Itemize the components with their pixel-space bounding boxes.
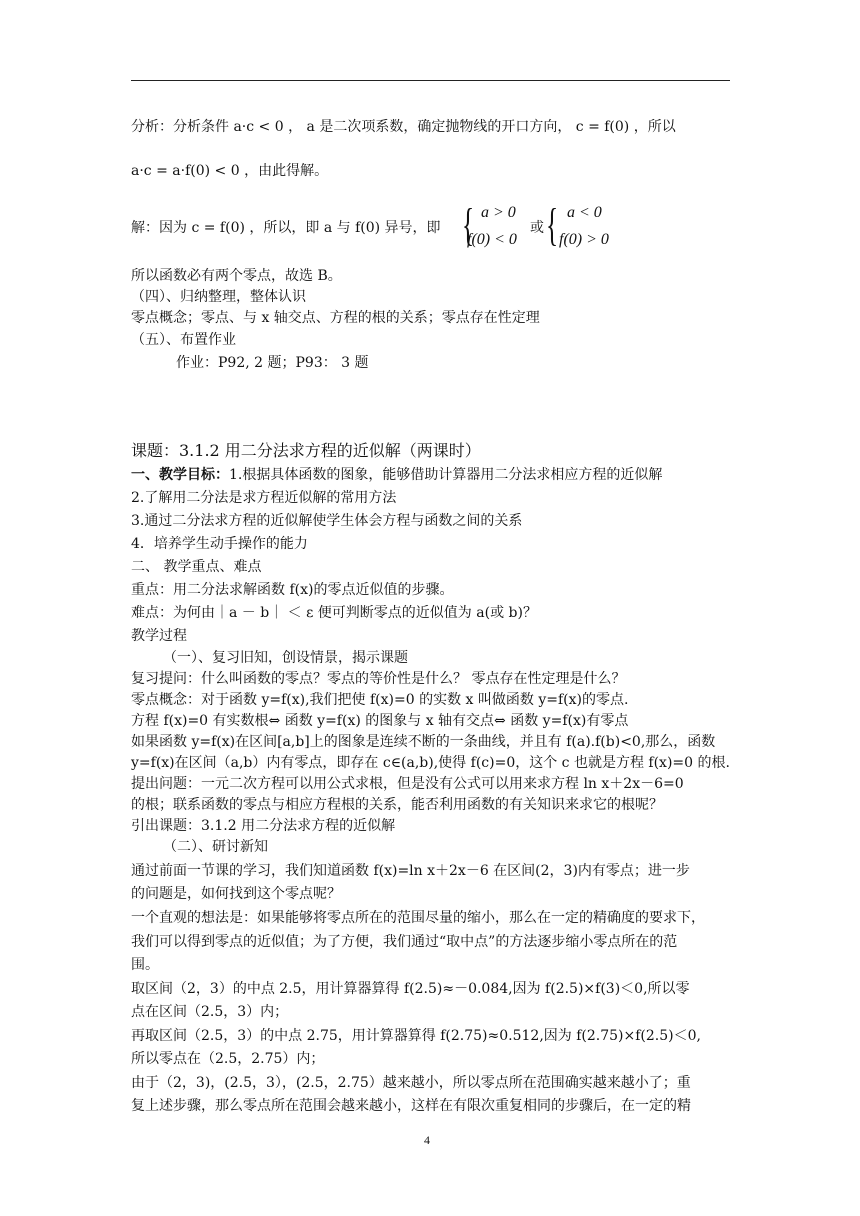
header-rule [131,80,730,81]
midpoint-3-line-1: 由于（2，3)，(2.5，3），(2.5，2.75）越来越小，所以零点所在范围确实越来越小了；重 [131,1075,691,1091]
lesson-title: 课题：3.1.2 用二分法求方程的近似解（两课时） [131,441,481,460]
new-knowledge-line-1: 通过前面一节课的学习，我们知道函数 f(x)=ln x＋2x－6 在区间(2，3)内有零点；进一步 [131,863,690,879]
intro-topic: 引出课题：3.1.2 用二分法求方程的近似解 [131,818,396,834]
goal-3: 3.通过二分法求方程的近似解使学生体会方程与函数之间的关系 [131,513,523,529]
goal-line-1 [131,465,662,485]
teaching-process: 教学过程 [131,628,187,644]
goal-2: 2.了解用二分法是求方程近似解的常用方法 [131,490,397,506]
system-1-line-2: f(0) < 0 [467,231,517,248]
midpoint-3-line-2: 复上述步骤，那么零点所在范围会越来越小，这样在有限次重复相同的步骤后，在一定的精 [131,1098,691,1114]
midpoint-1-line-1: 取区间（2，3）的中点 2.5，用计算器算得 f(2.5)≈－0.084,因为 f(2.5)×f(3)＜0,所以零 [131,981,690,997]
analysis-line-2: a·c = a·f(0) < 0 ，由此得解。 [131,163,329,179]
key-points-heading: 二、 教学重点、难点 [131,559,262,575]
section-5-heading: （五）、布置作业 [131,332,236,348]
equivalence: 方程 f(x)=0 有实数根⇔ 函数 y=f(x) 的图象与 x 轴有交点⇔ 函数 y=f(x)有零点 [131,713,629,729]
conclusion: 所以函数必有两个零点，故选 B。 [131,268,342,284]
idea-line-3: 围。 [131,957,159,973]
system-1-line-1: a > 0 [481,204,516,221]
step-1-heading: （一）、复习旧知，创设情景，揭示课题 [163,650,408,666]
midpoint-2-line-2: 所以零点在（2.5，2.75）内； [131,1051,325,1067]
idea-line-1: 一个直观的想法是：如果能够将零点所在的范围尽量的缩小，那么在一定的精确度的要求下， [131,910,705,926]
system-2-line-1: a < 0 [567,204,602,221]
page-number: 4 [424,1133,430,1147]
section-4-body: 零点概念；零点、与 x 轴交点、方程的根的关系；零点存在性定理 [131,310,540,326]
question-line-1: 提出问题：一元二次方程可以用公式求根，但是没有公式可以用来求方程 ln x＋2x－6=0 [131,776,684,792]
difficulty: 难点：为何由｜a － b｜ ＜ ε 便可判断零点的近似值为 a(或 b)？ [131,605,537,621]
key-point: 重点：用二分法求解函数 f(x)的零点近似值的步骤。 [131,582,454,598]
section-4-heading: （四）、归纳整理，整体认识 [131,289,306,305]
goal-label: 一、教学目标： [131,467,229,483]
goal-4: 4．培养学生动手操作的能力 [131,536,308,552]
or-word: 或 [530,220,544,236]
analysis-line-1: 分析：分析条件 a·c < 0 ， a 是二次项系数，确定抛物线的开口方向， c = f(0) ，所以 [131,119,676,135]
solution-prefix: 解：因为 c = f(0) ，所以，即 a 与 f(0) 异号，即 [131,220,441,236]
homework: 作业：P92, 2 题；P93： 3 题 [176,355,369,371]
brace-2: { [546,199,559,250]
theorem-line-1: 如果函数 y=f(x)在区间[a,b]上的图象是连续不断的一条曲线，并且有 f(a).f(b)<0,那么，函数 [131,734,716,750]
idea-line-2: 我们可以得到零点的近似值；为了方便，我们通过“取中点”的方法逐步缩小零点所在的范 [131,934,678,950]
zero-definition: 零点概念：对于函数 y=f(x),我们把使 f(x)=0 的实数 x 叫做函数 y=f(x)的零点. [131,692,629,708]
brace-1: { [462,199,475,250]
midpoint-2-line-1: 再取区间（2.5，3）的中点 2.75，用计算器算得 f(2.75)≈0.512,因为 f(2.75)×f(2.5)＜0, [131,1028,701,1044]
review-question: 复习提问：什么叫函数的零点？零点的等价性是什么？ 零点存在性定理是什么？ [131,671,626,687]
question-line-2: 的根；联系函数的零点与相应方程根的关系，能否利用函数的有关知识来求它的根呢？ [131,797,663,813]
goal-1: 1.根据具体函数的图象，能够借助计算器用二分法求相应方程的近似解 [229,467,663,483]
step-2-heading: （二）、研讨新知 [163,839,268,855]
midpoint-1-line-2: 点在区间（2.5，3）内； [131,1004,289,1020]
new-knowledge-line-2: 的问题是，如何找到这个零点呢？ [131,886,341,902]
theorem-line-2: y=f(x)在区间（a,b）内有零点，即存在 c∈(a,b),使得 f(c)=0，这个 c 也就是方程 f(x)=0 的根. [131,755,730,771]
system-2-line-2: f(0) > 0 [559,231,609,248]
